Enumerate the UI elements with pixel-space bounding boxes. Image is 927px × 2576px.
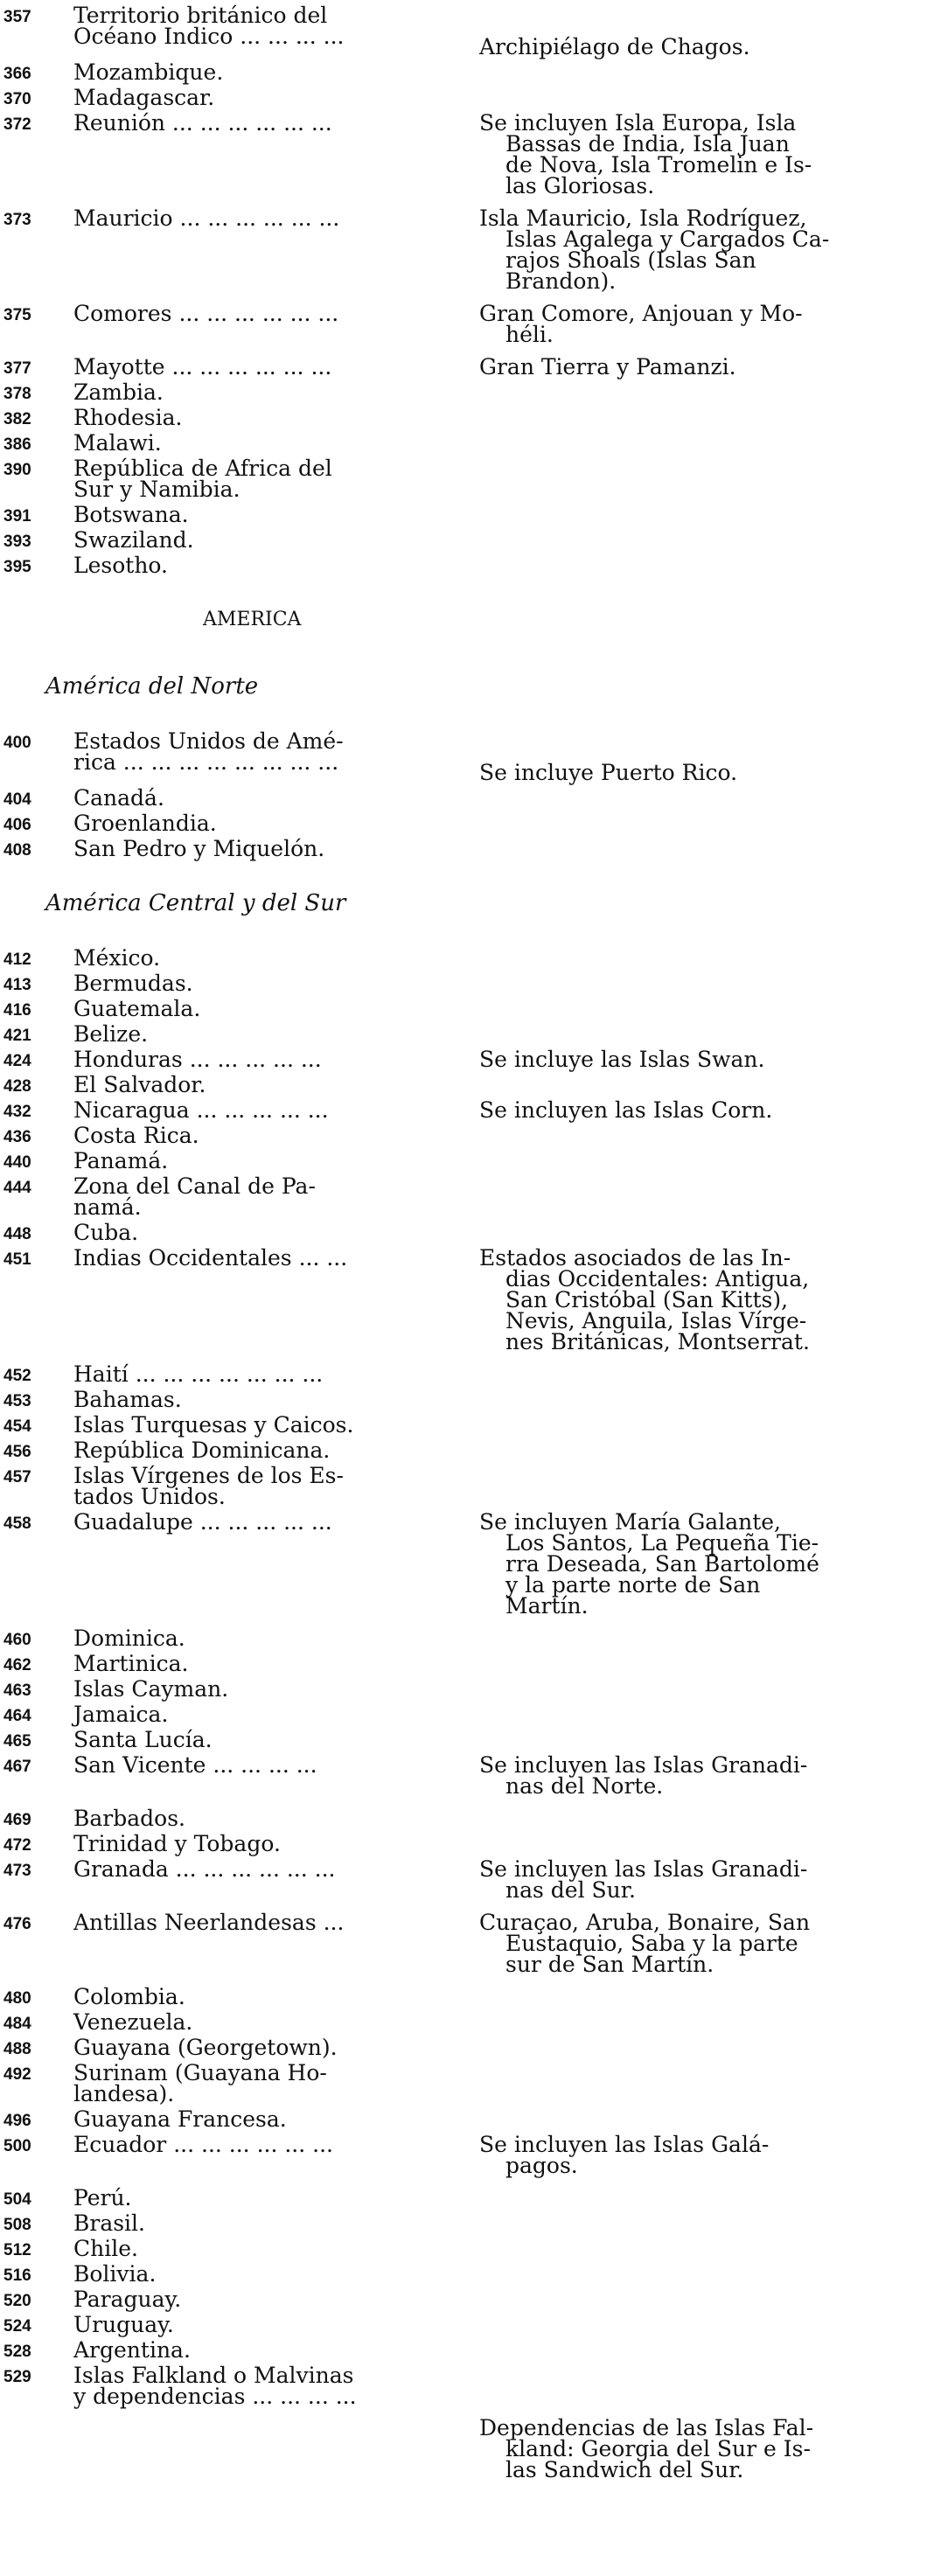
country-code: 465 — [3, 1732, 31, 1751]
country-code: 516 — [3, 2266, 31, 2285]
country-name — [73, 2134, 445, 2155]
country-code: 476 — [3, 1915, 31, 1933]
country-name-line: Honduras ... ... ... ... ... — [73, 1047, 322, 1072]
country-code: 460 — [3, 1631, 31, 1649]
country-name-line: namá. — [73, 1194, 142, 1220]
country-code: 473 — [3, 1862, 31, 1880]
country-name — [73, 813, 445, 834]
country-name — [73, 2238, 445, 2259]
country-name — [73, 836, 445, 861]
country-name — [73, 2312, 445, 2337]
note-text — [479, 762, 917, 783]
country-name-line: Trinidad y Tobago. — [73, 1831, 281, 1856]
note-line: Gran Comore, Anjouan y Mo- — [479, 301, 803, 326]
note-line: y la parte norte de San — [505, 1572, 761, 1598]
country-code: 373 — [3, 211, 31, 229]
country-name-line: Bahamas. — [73, 1387, 182, 1412]
note-line: Dependencias de las Islas Fal- — [479, 2415, 814, 2440]
country-name — [73, 2185, 445, 2210]
country-name-line: Argentina. — [73, 2337, 191, 2363]
country-name — [73, 1628, 445, 1649]
country-code: 375 — [3, 306, 31, 324]
country-name-line: Bermudas. — [73, 971, 193, 996]
country-name — [73, 2261, 445, 2287]
note-text — [479, 34, 917, 59]
country-code: 432 — [3, 1103, 31, 1121]
country-name-line: Antillas Neerlandesas ... — [73, 1910, 345, 1935]
country-name — [73, 303, 445, 324]
country-code: 440 — [3, 1153, 31, 1172]
country-name-line: El Salvador. — [73, 1072, 206, 1097]
note-text — [479, 1752, 917, 1799]
country-name — [73, 996, 445, 1021]
country-code: 357 — [3, 8, 31, 26]
country-code: 436 — [3, 1128, 31, 1146]
country-name-line: Jamaica. — [73, 1702, 169, 1727]
country-code: 512 — [3, 2241, 31, 2259]
country-code: 390 — [3, 461, 31, 479]
country-name — [73, 1173, 445, 1220]
note-text — [479, 1097, 917, 1123]
note-line: héli. — [505, 322, 554, 347]
country-name — [73, 2289, 445, 2310]
section-subheading: América Central y del Sur — [45, 890, 346, 916]
country-name — [73, 1148, 445, 1173]
country-code: 453 — [3, 1392, 31, 1410]
country-code: 378 — [3, 385, 31, 403]
note-line: las Gloriosas. — [505, 173, 655, 198]
country-name-line: Zona del Canal de Pa- — [73, 1173, 316, 1199]
country-name-line: Islas Falkland o Malvinas — [73, 2363, 354, 2388]
country-name — [73, 354, 445, 379]
country-name — [73, 458, 445, 500]
country-code: 412 — [3, 950, 31, 969]
country-name-line: Rhodesia. — [73, 405, 183, 430]
country-name-line: San Pedro y Miquelón. — [73, 836, 325, 861]
note-line: San Cristóbal (San Kitts), — [505, 1287, 789, 1312]
country-name — [73, 205, 445, 231]
note-line: Estados asociados de las In- — [479, 1245, 791, 1271]
country-code: 492 — [3, 2065, 31, 2084]
country-name-line: Surinam (Guayana Ho- — [73, 2060, 327, 2085]
country-name-line: Belize. — [73, 1021, 149, 1047]
country-name-line: Guayana (Georgetown). — [73, 2035, 338, 2060]
country-code: 408 — [3, 841, 31, 860]
country-code: 462 — [3, 1656, 31, 1674]
country-name — [73, 945, 445, 971]
country-name-line: Haití ... ... ... ... ... ... ... — [73, 1361, 324, 1387]
country-name — [73, 1808, 445, 1829]
country-name-line: Estados Unidos de Amé- — [73, 728, 344, 754]
country-name-line: Guadalupe ... ... ... ... ... — [73, 1509, 332, 1535]
note-line: Brandon). — [505, 268, 617, 294]
country-name — [73, 1831, 445, 1856]
country-name-line: Brasil. — [73, 2210, 145, 2236]
country-name-line: San Vicente ... ... ... ... — [73, 1752, 317, 1778]
country-name — [73, 2337, 445, 2363]
note-text — [479, 1912, 917, 1975]
country-name — [73, 2009, 445, 2035]
country-name — [73, 1752, 445, 1778]
country-name-line: Océano Indico ... ... ... ... — [73, 24, 345, 49]
country-name-line: México. — [73, 945, 161, 971]
country-name-line: Botswana. — [73, 502, 189, 527]
country-name — [73, 1984, 445, 2009]
country-name — [73, 1676, 445, 1702]
country-code: 463 — [3, 1681, 31, 1700]
country-name — [73, 2365, 445, 2407]
note-line: rajos Shoals (Islas San — [505, 247, 756, 273]
country-name — [73, 502, 445, 527]
country-name — [73, 2106, 445, 2132]
country-name-line: Colombia. — [73, 1984, 185, 2009]
country-name-line: República de Africa del — [73, 456, 332, 481]
country-name-line: Ecuador ... ... ... ... ... ... — [73, 2132, 333, 2157]
country-name — [73, 407, 445, 428]
country-name — [73, 87, 445, 108]
country-code: 444 — [3, 1179, 31, 1197]
country-code: 424 — [3, 1052, 31, 1070]
country-name — [73, 785, 445, 811]
note-text — [479, 1049, 917, 1070]
country-name-line: Mauricio ... ... ... ... ... ... — [73, 205, 340, 231]
country-name-line: Malawi. — [73, 430, 162, 456]
country-name-line: Venezuela. — [73, 2009, 193, 2035]
country-name-line: Comores ... ... ... ... ... ... — [73, 301, 339, 326]
country-name-line: Cuba. — [73, 1220, 139, 1245]
note-line: Se incluyen las Islas Galá- — [479, 2132, 770, 2157]
note-text — [479, 354, 917, 379]
country-name-line: Territorio británico del — [73, 3, 328, 28]
country-name-line: Perú. — [73, 2185, 132, 2210]
country-name — [73, 430, 445, 456]
note-line: Se incluyen las Islas Granadi- — [479, 1752, 808, 1778]
country-code: 464 — [3, 1707, 31, 1725]
country-code: 451 — [3, 1250, 31, 1269]
country-name — [73, 110, 445, 136]
country-code: 452 — [3, 1367, 31, 1385]
country-name-line: República Dominicana. — [73, 1438, 331, 1463]
country-name-line: Granada ... ... ... ... ... ... — [73, 1856, 336, 1882]
country-name-line: Chile. — [73, 2236, 138, 2261]
country-code: 484 — [3, 2015, 31, 2033]
country-name — [73, 973, 445, 994]
country-code: 377 — [3, 359, 31, 378]
country-code: 448 — [3, 1225, 31, 1243]
country-code: 386 — [3, 435, 31, 454]
country-code: 406 — [3, 816, 31, 834]
note-line: Archipiélago de Chagos. — [479, 34, 750, 59]
note-line: kland: Georgia del Sur e Is- — [505, 2436, 811, 2461]
country-code: 529 — [3, 2368, 31, 2386]
country-code: 520 — [3, 2292, 31, 2310]
country-name-line: landesa). — [73, 2081, 175, 2106]
country-name — [73, 1412, 445, 1438]
country-name — [73, 1463, 445, 1509]
country-name-line: Barbados. — [73, 1806, 185, 1831]
note-line: Curaçao, Aruba, Bonaire, San — [479, 1910, 811, 1935]
country-name — [73, 2037, 445, 2058]
note-line: Gran Tierra y Pamanzi. — [479, 354, 736, 379]
country-code: 469 — [3, 1811, 31, 1829]
country-code: 372 — [3, 115, 31, 134]
country-code: 480 — [3, 1989, 31, 2008]
country-name-line: Santa Lucía. — [73, 1727, 213, 1752]
country-name-line: Guayana Francesa. — [73, 2106, 287, 2132]
country-code: 454 — [3, 1417, 31, 1436]
country-code: 504 — [3, 2190, 31, 2209]
note-line: Eustaquio, Saba y la parte — [505, 1931, 798, 1956]
country-name-line: Sur y Namibia. — [73, 477, 240, 502]
country-code: 393 — [3, 533, 31, 551]
note-line: Bassas de India, Isla Juan — [505, 131, 790, 157]
section-heading: AMERICA — [203, 609, 302, 630]
country-name — [73, 1222, 445, 1243]
country-name — [73, 1912, 445, 1933]
country-code: 395 — [3, 558, 31, 576]
country-name — [73, 1856, 445, 1882]
note-line: Martín. — [505, 1593, 589, 1619]
country-name — [73, 5, 445, 47]
note-line: Se incluyen María Galante, — [479, 1509, 781, 1535]
country-name-line: Paraguay. — [73, 2287, 182, 2312]
country-code: 472 — [3, 1836, 31, 1855]
country-name-line: Nicaragua ... ... ... ... ... — [73, 1097, 329, 1123]
note-line: Se incluyen las Islas Corn. — [479, 1097, 773, 1123]
country-name-line: Costa Rica. — [73, 1123, 199, 1148]
note-text — [479, 303, 917, 345]
country-name-line: Madagascar. — [73, 85, 215, 110]
note-line: nas del Norte. — [505, 1773, 664, 1799]
country-name-line: Mayotte ... ... ... ... ... ... — [73, 354, 332, 379]
country-name-line: Mozambique. — [73, 59, 224, 85]
country-name-line: Lesotho. — [73, 553, 168, 578]
country-name-line: Indias Occidentales ... ... — [73, 1245, 348, 1271]
note-line: sur de San Martín. — [505, 1952, 714, 1977]
country-name — [73, 1072, 445, 1097]
section-subheading: América del Norte — [45, 673, 259, 700]
country-name-line: Uruguay. — [73, 2312, 174, 2337]
note-line: de Nova, Isla Tromelin e Is- — [505, 152, 812, 178]
country-name-line: Canadá. — [73, 785, 164, 811]
country-code: 458 — [3, 1514, 31, 1533]
country-code: 400 — [3, 734, 31, 752]
note-line: nes Británicas, Montserrat. — [505, 1329, 810, 1354]
country-name-line: Martinica. — [73, 1651, 189, 1676]
country-name-line: Zambia. — [73, 379, 164, 405]
country-name-line: Swaziland. — [73, 527, 194, 553]
note-line: rra Deseada, San Bartolomé — [505, 1551, 819, 1577]
country-name — [73, 555, 445, 576]
note-text — [479, 1245, 917, 1354]
country-name — [73, 1245, 445, 1271]
note-text — [479, 110, 917, 198]
country-name-line: Islas Turquesas y Caicos. — [73, 1412, 354, 1438]
note-line: pagos. — [505, 2153, 578, 2178]
country-name-line: Guatemala. — [73, 996, 201, 1021]
country-name-line: Islas Cayman. — [73, 1676, 229, 1702]
country-name — [73, 1389, 445, 1410]
note-text — [479, 1856, 917, 1903]
country-code: 528 — [3, 2343, 31, 2361]
note-text — [479, 205, 917, 294]
country-name — [73, 527, 445, 553]
country-code: 456 — [3, 1443, 31, 1461]
country-code: 366 — [3, 65, 31, 83]
country-name — [73, 1097, 445, 1123]
country-code: 416 — [3, 1001, 31, 1020]
country-name — [73, 2060, 445, 2106]
country-code: 524 — [3, 2317, 31, 2336]
note-text — [479, 1509, 917, 1619]
note-line: nas del Sur. — [505, 1877, 636, 1903]
country-code: 421 — [3, 1027, 31, 1045]
country-name — [73, 1509, 445, 1535]
country-name — [73, 1361, 445, 1387]
country-code: 404 — [3, 790, 31, 809]
note-text — [479, 2415, 917, 2482]
country-code: 496 — [3, 2112, 31, 2130]
country-code: 413 — [3, 976, 31, 994]
note-text — [479, 2134, 917, 2176]
country-code: 428 — [3, 1077, 31, 1096]
country-name — [73, 1125, 445, 1146]
note-line: las Sandwich del Sur. — [505, 2457, 744, 2482]
country-name-line: y dependencias ... ... ... ... — [73, 2384, 357, 2409]
country-name — [73, 1704, 445, 1725]
country-code: 508 — [3, 2216, 31, 2234]
country-name-line: rica ... ... ... ... ... ... ... ... — [73, 749, 339, 775]
note-line: Se incluye Puerto Rico. — [479, 760, 738, 785]
country-code: 467 — [3, 1758, 31, 1776]
country-name-line: Dominica. — [73, 1626, 185, 1651]
note-line: Isla Mauricio, Isla Rodríguez, — [479, 205, 807, 231]
note-line: Nevis, Anguila, Islas Vírge- — [505, 1308, 807, 1333]
country-name — [73, 1021, 445, 1047]
country-name — [73, 2210, 445, 2236]
country-code: 370 — [3, 90, 31, 108]
note-line: Los Santos, La Pequeña Tie- — [505, 1530, 819, 1556]
note-line: Se incluyen Isla Europa, Isla — [479, 110, 797, 136]
country-name-line: Groenlandia. — [73, 811, 217, 836]
country-code: 391 — [3, 507, 31, 526]
country-name-line: tados Unidos. — [73, 1484, 226, 1509]
country-code: 500 — [3, 2137, 31, 2155]
country-name — [73, 1440, 445, 1461]
country-code: 457 — [3, 1468, 31, 1486]
note-line: dias Occidentales: Antigua, — [505, 1266, 810, 1291]
note-line: Islas Agalega y Cargados Ca- — [505, 226, 830, 252]
country-name — [73, 59, 445, 85]
country-name — [73, 1651, 445, 1676]
country-name — [73, 379, 445, 405]
country-name — [73, 1727, 445, 1752]
country-code: 382 — [3, 410, 31, 428]
country-name-line: Panamá. — [73, 1148, 169, 1173]
country-name-line: Reunión ... ... ... ... ... ... — [73, 110, 332, 136]
country-code: 488 — [3, 2040, 31, 2058]
country-name — [73, 1049, 445, 1070]
country-name-line: Islas Vírgenes de los Es- — [73, 1463, 344, 1488]
note-line: Se incluye las Islas Swan. — [479, 1047, 765, 1072]
country-name — [73, 728, 445, 775]
country-name-line: Bolivia. — [73, 2261, 157, 2287]
note-line: Se incluyen las Islas Granadi- — [479, 1856, 808, 1882]
